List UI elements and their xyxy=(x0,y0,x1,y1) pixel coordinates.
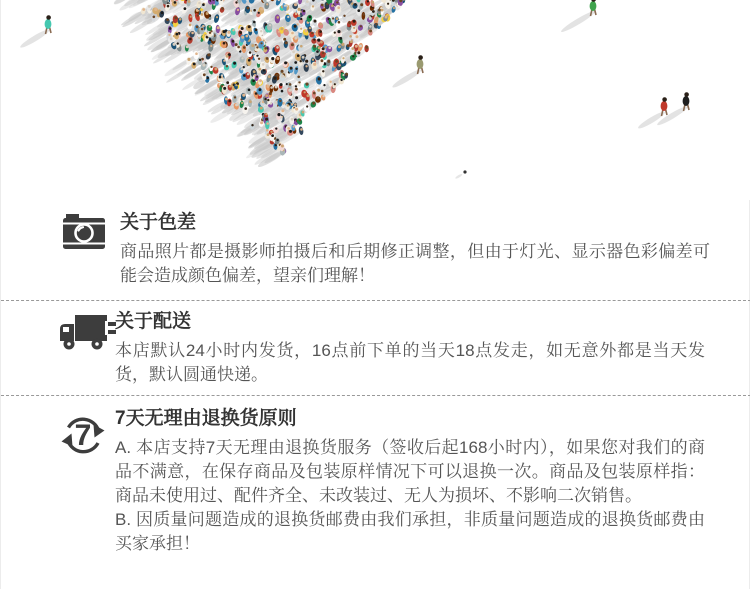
section-paragraph: 本店默认24小时内发货，16点前下单的当天18点发走，如无意外都是当天发货，默认圆通快递。 xyxy=(115,341,705,384)
section-return-policy xyxy=(1,396,749,566)
section-title: 关于色差 xyxy=(120,212,197,233)
crowd-photo xyxy=(1,0,750,200)
section-color-difference xyxy=(1,200,749,300)
svg-text:7: 7 xyxy=(74,419,92,452)
return-7-icon xyxy=(58,406,115,459)
camera-icon xyxy=(58,210,120,251)
truck-icon xyxy=(58,309,115,354)
crowd-illustration xyxy=(1,0,750,200)
section-shipping xyxy=(1,301,749,395)
section-paragraph: A. 本店支持7天无理由退换货服务（签收后起168小时内），如果您对我们的商品不满意，在保存商品及包装原样情况下可以退换一次。商品及包装原样指：商品未使用过、配件齐全、未改装过、无人为损坏、不影响二次销售。 xyxy=(115,438,705,505)
section-title: 关于配送 xyxy=(115,311,192,332)
section-title: 7天无理由退换货原则 xyxy=(115,408,297,429)
section-paragraph: B. 因质量问题造成的退换货邮费由我们承担，非质量问题造成的退换货邮费由买家承担！ xyxy=(115,510,705,553)
section-paragraph: 商品照片都是摄影师拍摄后和后期修正调整，但由于灯光、显示器色彩偏差可能会造成颜色偏差，望亲们理解！ xyxy=(120,242,710,285)
